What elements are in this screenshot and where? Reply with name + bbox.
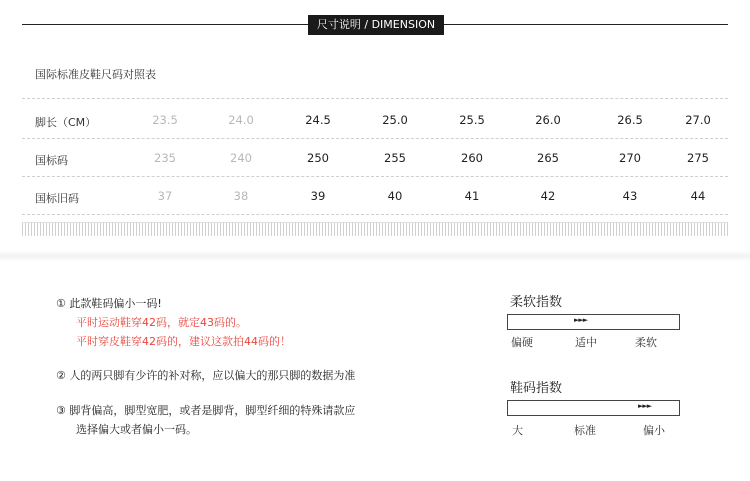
header-line-right [444,24,728,25]
table-cell: 265 [537,151,559,165]
table-cell: 43 [622,189,638,203]
table-cell: 27.0 [685,113,711,127]
table-row-label: 国标旧码 [35,192,79,205]
table-cell: 240 [230,151,252,165]
table-cell: 25.0 [382,113,408,127]
fit-label-large: 大 [512,424,523,437]
softness-label-hard: 偏硬 [511,336,533,349]
table-cell: 270 [619,151,641,165]
note-3-line-2: 选择偏大或者偏小一码。 [76,423,197,436]
table-cell: 255 [384,151,406,165]
table-cell: 44 [690,189,706,203]
note-1: ① 此款鞋码偏小一码! [56,297,162,310]
header-line-left [22,24,308,25]
table-divider [22,98,728,99]
softness-label-soft: 柔软 [635,336,657,349]
fit-index-bar [507,400,680,416]
table-divider [22,138,728,139]
fit-index-marker: ►►► [638,402,652,410]
table-cell: 23.5 [152,113,178,127]
fit-label-standard: 标准 [574,424,596,437]
header-title: 尺寸说明 / DIMENSION [308,15,444,35]
table-cell: 39 [310,189,326,203]
table-cell: 40 [387,189,403,203]
table-cell: 24.0 [228,113,254,127]
note-3-line-1: ③ 脚背偏高，脚型宽肥，或者是脚背，脚型纤细的特殊请款应 [56,404,356,417]
softness-label-medium: 适中 [575,336,597,349]
table-cell: 250 [307,151,329,165]
table-cell: 26.0 [535,113,561,127]
note-2: ② 人的两只脚有少许的补对称，应以偏大的那只脚的数据为准 [56,369,356,382]
section-separator [0,250,750,262]
note-1-detail-a: 平时运动鞋穿42码，就定43码的。 [76,316,247,329]
table-cell: 42 [540,189,556,203]
table-divider [22,176,728,177]
softness-index-marker: ►►► [574,316,588,324]
table-divider [22,214,728,215]
table-cell: 24.5 [305,113,331,127]
table-cell: 38 [233,189,249,203]
table-cell: 41 [464,189,480,203]
fit-index-title: 鞋码指数 [510,381,563,396]
softness-index-bar [507,314,680,330]
size-table-title: 国际标准皮鞋尺码对照表 [35,68,156,81]
table-row-label: 国标码 [35,154,68,167]
table-cell: 37 [157,189,173,203]
table-cell: 275 [687,151,709,165]
fit-label-small: 偏小 [643,424,665,437]
table-cell: 260 [461,151,483,165]
table-cell: 235 [154,151,176,165]
table-cell: 25.5 [459,113,485,127]
table-row-label: 脚长（CM） [35,116,97,129]
table-cell: 26.5 [617,113,643,127]
ruler-decoration [22,222,728,236]
note-1-detail-b: 平时穿皮鞋穿42码的，建议这款拍44码的！ [76,335,291,348]
softness-index-title: 柔软指数 [510,295,563,310]
